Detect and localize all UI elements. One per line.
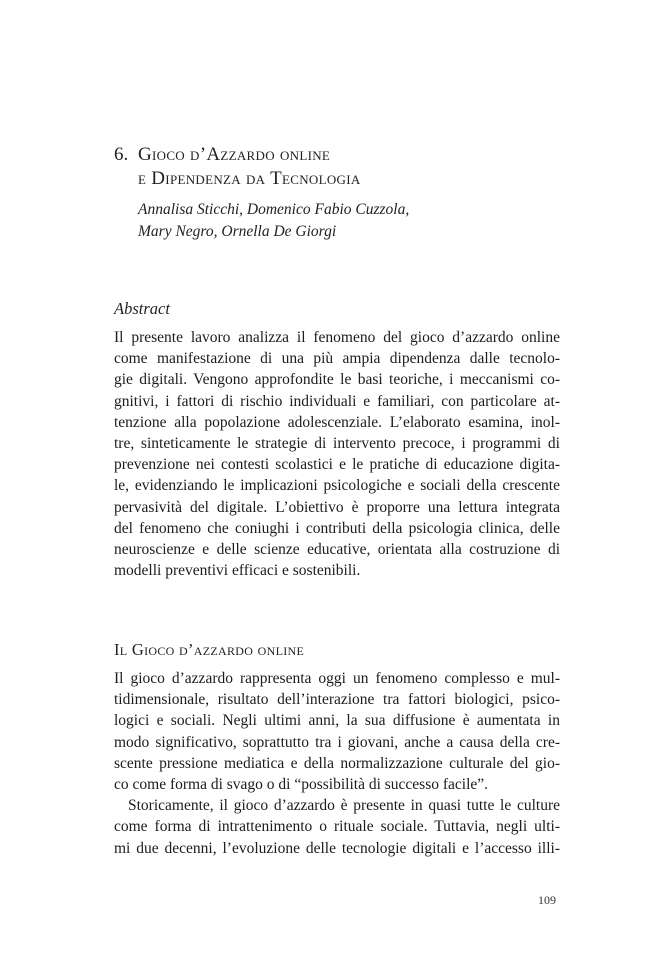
chapter-title-line-2: [114, 167, 574, 191]
abstract-line: modelli preventivi efficaci e sostenibili.: [114, 562, 361, 580]
abstract-line: neuroscienze e delle scienze educative, orientata alla costruzione di: [114, 540, 560, 558]
abstract-line: del fenomeno che coniughi i contributi della psicologia clinica, delle: [114, 519, 560, 537]
section-line: Il gioco d’azzardo rappresenta oggi un fenomeno complesso e mul-: [114, 670, 560, 687]
section-line: logici e sociali. Negli ultimi anni, la sua diffusione è aumentata in: [114, 712, 560, 730]
authors: [138, 199, 568, 243]
chapter-number: 6.: [114, 144, 129, 165]
abstract-line: tenzione alla popolazione adolescenziale. L’elaborato esamina, inol-: [114, 413, 560, 431]
section-line: co come forma di svago o di “possibilità di successo facile”.: [114, 775, 489, 793]
authors-line-1: Annalisa Sticchi, Domenico Fabio Cuzzola,: [138, 201, 410, 218]
abstract-line: le, evidenziando le implicazioni psicologiche e sociali della crescente: [114, 477, 560, 495]
chapter-title-part-2: e Dipendenza da Tecnologia: [138, 168, 361, 189]
page-number: 109: [538, 893, 556, 907]
abstract-body: [114, 327, 560, 581]
section-line: mi due decenni, l’evoluzione delle tecnologie digitali e l’accesso illi-: [114, 839, 560, 857]
authors-line-2: Mary Negro, Ornella De Giorgi: [138, 223, 337, 240]
abstract-line: come manifestazione di una più ampia dipendenza dalle tecnolo-: [114, 350, 560, 368]
abstract-line: prevenzione nei contesti scolastici e le pratiche di educazione digita-: [114, 456, 560, 474]
abstract-line: gnitivi, i fattori di rischio individuali e familiari, con particolare at-: [114, 392, 560, 410]
chapter-title-line-1: [114, 143, 574, 167]
section-line: modo significativo, soprattutto tra i giovani, anche a causa della cre-: [114, 733, 560, 751]
abstract-line: pervasività del digitale. L’obiettivo è proporre una lettura integrata: [114, 498, 560, 516]
section-heading: Il Gioco d’azzardo online: [114, 640, 305, 659]
abstract-heading: Abstract: [114, 299, 170, 318]
chapter-title-part-1: Gioco d’Azzardo online: [138, 144, 331, 165]
section-line: come forma di intrattenimento o rituale sociale. Tuttavia, negli ulti-: [114, 818, 560, 836]
abstract-line: Il presente lavoro analizza il fenomeno del gioco d’azzardo online: [114, 329, 560, 346]
section-body: [114, 668, 560, 859]
chapter-heading: [114, 143, 574, 191]
section-line: tidimensionale, risultato dell’interazione tra fattori biologici, psico-: [114, 691, 560, 709]
section-line: Storicamente, il gioco d’azzardo è presente in quasi tutte le culture: [128, 797, 560, 815]
section-line: scente pressione mediatica e della normalizzazione culturale del gio-: [114, 754, 560, 772]
abstract-line: gie digitali. Vengono approfondite le basi teoriche, i meccanismi co-: [114, 371, 560, 389]
abstract-line: tre, sinteticamente le strategie di intervento precoce, i programmi di: [114, 434, 560, 452]
